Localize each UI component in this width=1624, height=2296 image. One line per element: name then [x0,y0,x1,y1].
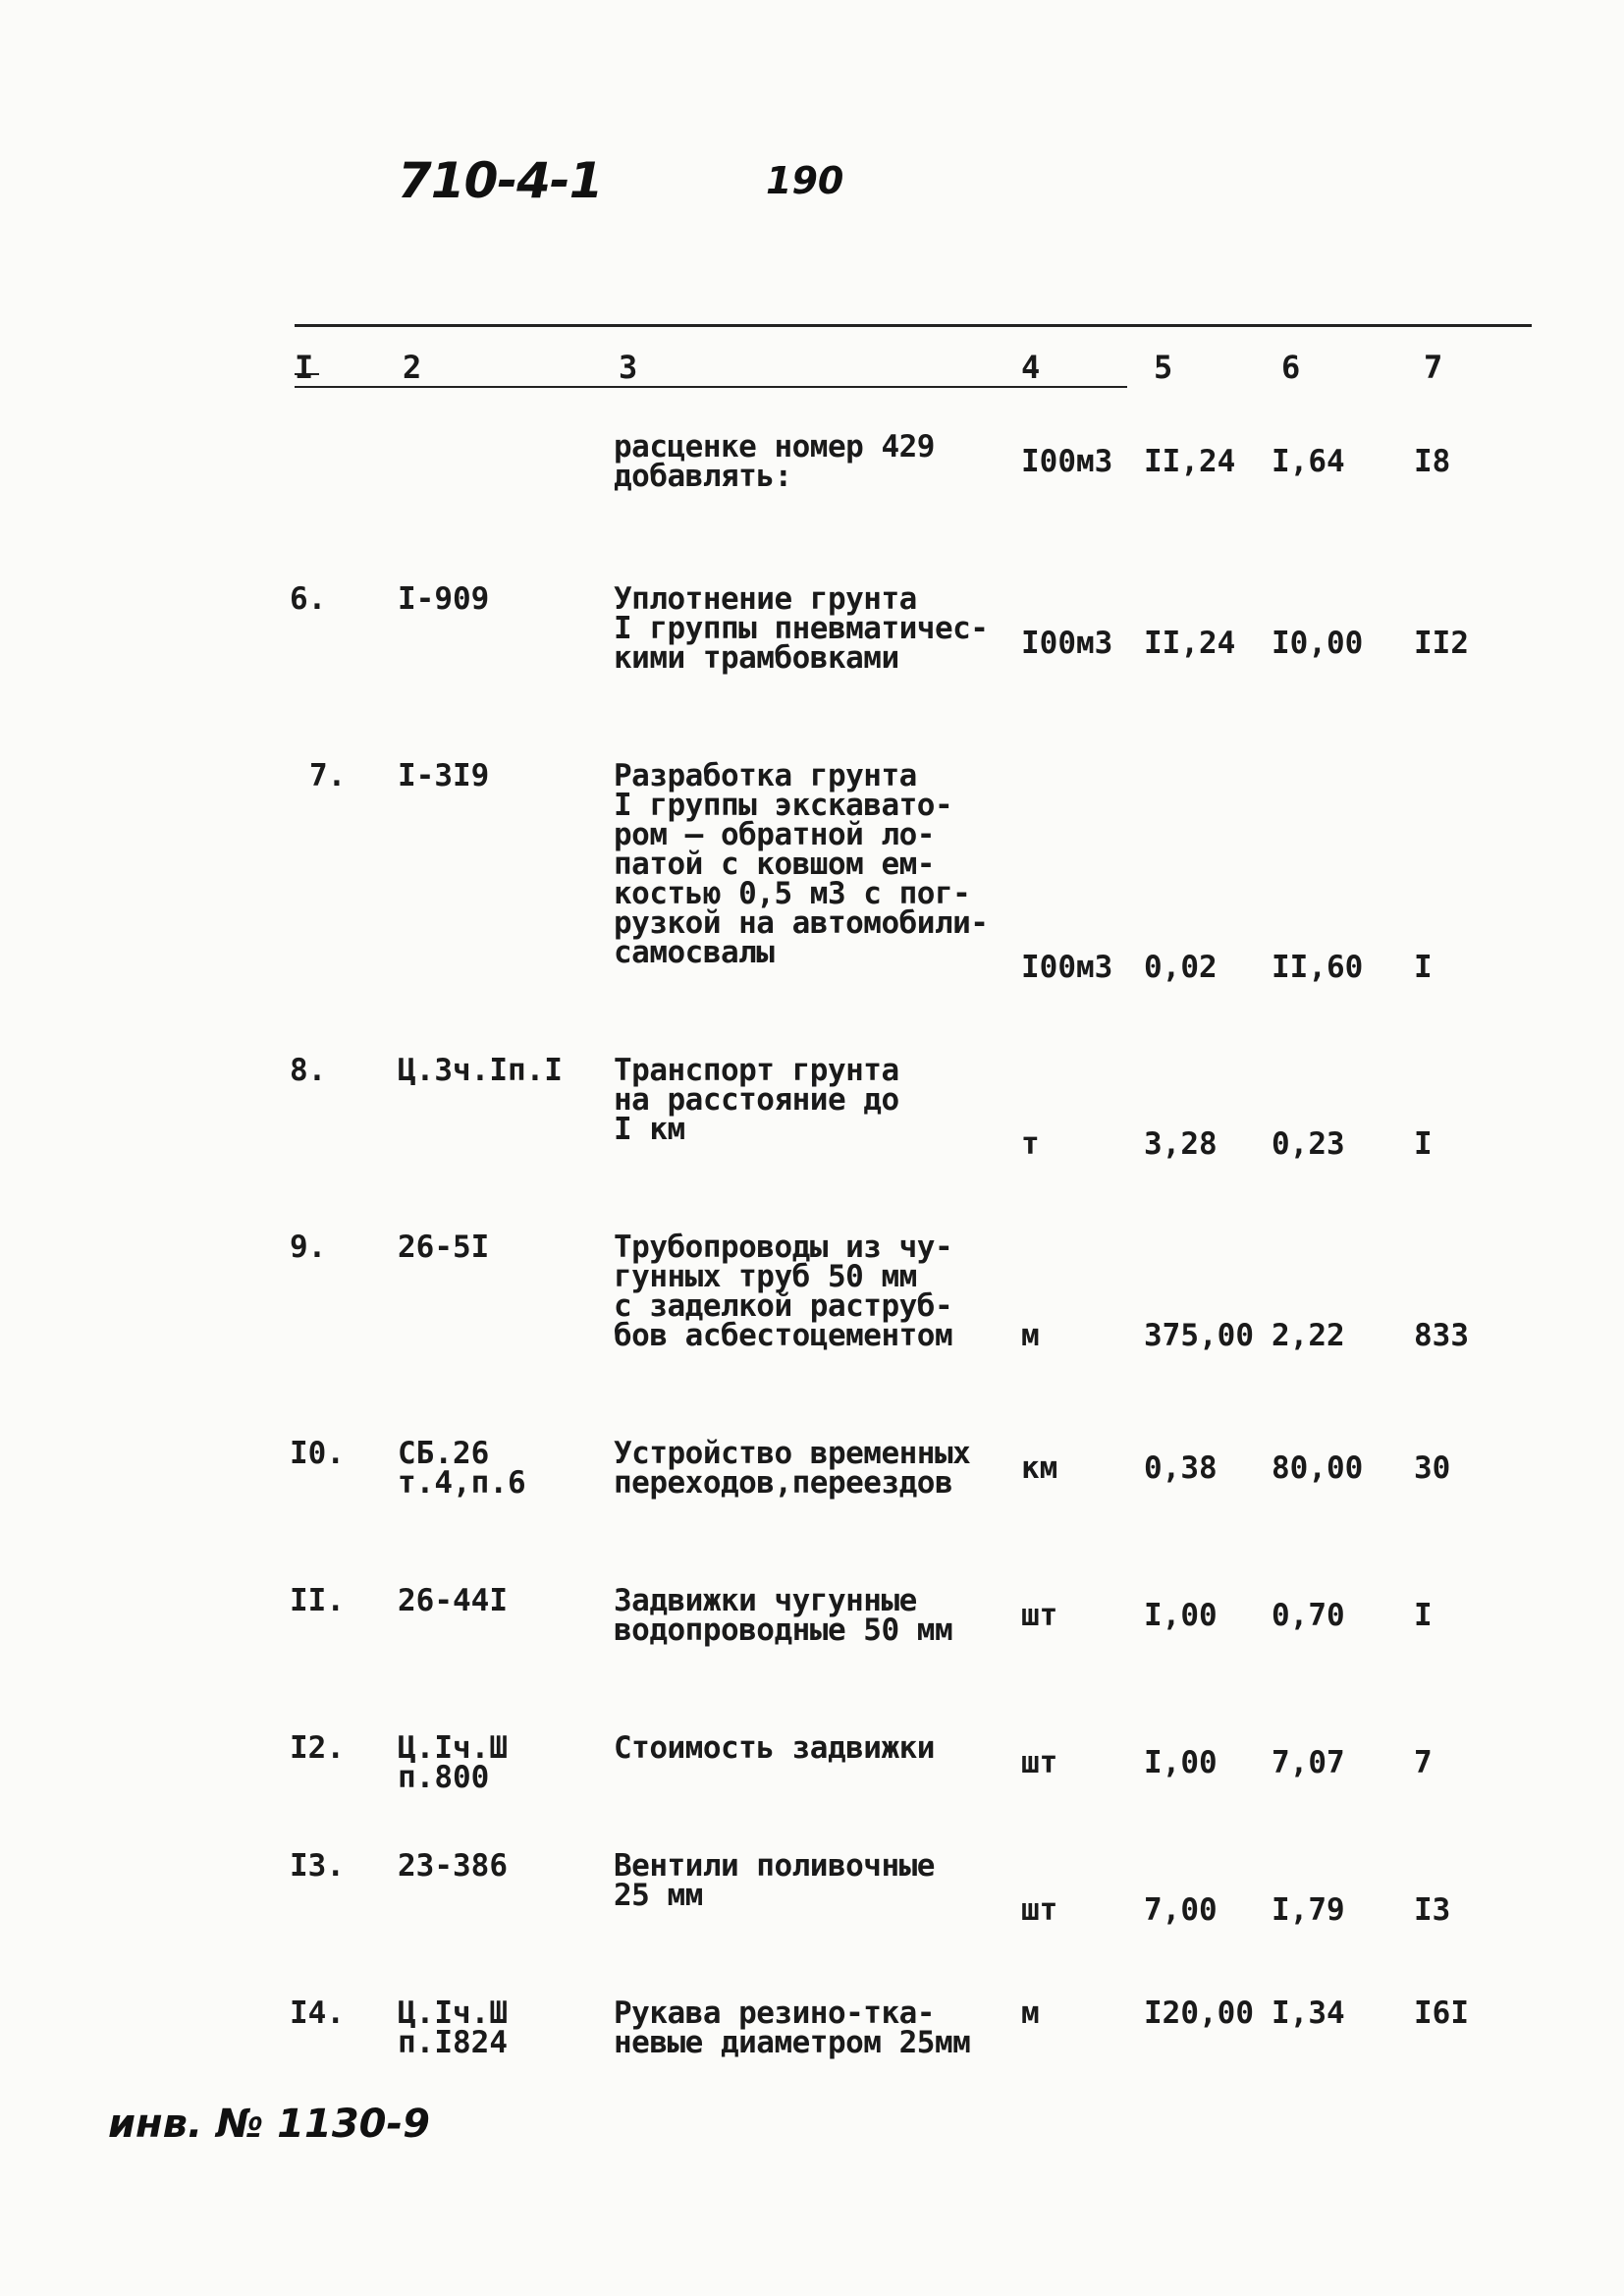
row-unit: м [1021,1318,1040,1353]
row-number: 8. [290,1053,327,1088]
row-unit: I00м3 [1021,444,1113,479]
document-code: 710-4-1 [398,152,603,209]
row-number: 9. [290,1230,327,1265]
column-header-4: 4 [1021,349,1041,386]
row-total: 7 [1414,1745,1433,1780]
row-quantity: 375,00 [1144,1318,1254,1353]
row-total: I [1414,1598,1433,1633]
row-price: 0,23 [1272,1126,1345,1162]
row-code: Ц.3ч.Iп.I [398,1053,563,1088]
row-description: Транспорт грунта на расстояние до I км [614,1053,899,1147]
row-total: I [1414,950,1433,985]
row-code: I-3I9 [398,758,490,793]
row-code: 26-5I [398,1230,490,1265]
row-price: I,34 [1272,1995,1345,2031]
column-header-7: 7 [1424,349,1443,386]
row-price: 2,22 [1272,1318,1345,1353]
row-quantity: I,00 [1144,1598,1218,1633]
row-code: 23-386 [398,1848,508,1884]
row-description: расценке номер 429 добавлять: [614,429,935,494]
row-quantity: II,24 [1144,444,1236,479]
row-price: I,79 [1272,1892,1345,1928]
column-header-6: 6 [1281,349,1301,386]
row-price: 80,00 [1272,1450,1364,1486]
row-description: Задвижки чугунные водопроводные 50 мм [614,1583,953,1648]
row-description: Вентили поливочные 25 мм [614,1848,935,1913]
row-code: СБ.26 т.4,п.6 [398,1436,526,1501]
row-description: Устройство временных переходов,переездов [614,1436,971,1501]
row-number: 7. [309,758,347,793]
row-quantity: 0,02 [1144,950,1218,985]
row-description: Рукава резино-тка- невые диаметром 25мм [614,1995,971,2060]
row-total: II2 [1414,626,1469,661]
row-code: Ц.Iч.Ш п.800 [398,1730,508,1795]
row-unit: км [1021,1450,1058,1486]
row-price: 7,07 [1272,1745,1345,1780]
row-total: 30 [1414,1450,1451,1486]
row-description: Стоимость задвижки [614,1730,935,1766]
row-total: I [1414,1126,1433,1162]
row-number: I2. [290,1730,345,1766]
row-unit: шт [1021,1598,1058,1633]
row-description: Уплотнение грунта I группы пневматичес- кими трамбовками [614,581,989,676]
row-total: I6I [1414,1995,1469,2031]
row-unit: I00м3 [1021,950,1113,985]
row-number: I0. [290,1436,345,1471]
column-header-5: 5 [1154,349,1173,386]
row-number: I4. [290,1995,345,2031]
row-quantity: 3,28 [1144,1126,1218,1162]
row-quantity: I,00 [1144,1745,1218,1780]
row-quantity: 7,00 [1144,1892,1218,1928]
inventory-note: инв. № 1130-9 [108,2102,430,2147]
column-header-1: I [295,349,314,386]
row-unit: т [1021,1126,1040,1162]
row-description: Трубопроводы из чу- гунных труб 50 мм с заделкой раструб- бов асбестоцементом [614,1230,953,1353]
row-price: II,60 [1272,950,1364,985]
row-description: Разработка грунта I группы экскавато- ром – обратной ло- патой с ковшом ем- костью 0,5 м3 с пог- рузкой на автомобили- самосвалы [614,758,989,970]
row-total: I8 [1414,444,1451,479]
row-unit: шт [1021,1892,1058,1928]
row-number: I3. [290,1848,345,1884]
row-total: 833 [1414,1318,1469,1353]
row-unit: м [1021,1995,1040,2031]
row-number: II. [290,1583,345,1618]
row-total: I3 [1414,1892,1451,1928]
column-header-2: 2 [403,349,422,386]
column-header-3: 3 [619,349,638,386]
row-unit: шт [1021,1745,1058,1780]
header-underline [295,386,1127,388]
row-quantity: 0,38 [1144,1450,1218,1486]
row-code: 26-44I [398,1583,508,1618]
row-unit: I00м3 [1021,626,1113,661]
table-top-rule [295,324,1532,327]
page-number: 190 [766,159,844,202]
row-price: I0,00 [1272,626,1364,661]
row-price: 0,70 [1272,1598,1345,1633]
row-quantity: II,24 [1144,626,1236,661]
row-price: I,64 [1272,444,1345,479]
row-code: I-909 [398,581,490,617]
row-number: 6. [290,581,327,617]
row-code: Ц.Iч.Ш п.I824 [398,1995,508,2060]
row-quantity: I20,00 [1144,1995,1254,2031]
